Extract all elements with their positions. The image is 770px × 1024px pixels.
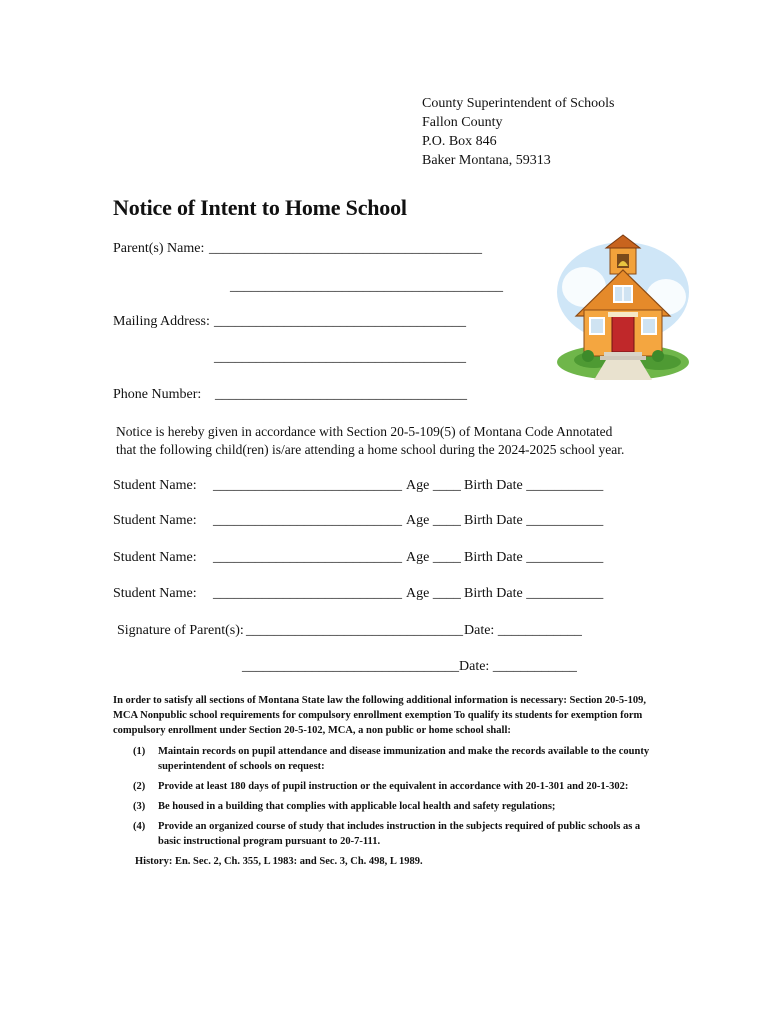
signature-label: Signature of Parent(s):	[117, 623, 244, 638]
signature-field-2[interactable]: _______________________________	[242, 659, 459, 674]
phone-number-label: Phone Number:	[113, 387, 202, 402]
address-line: Fallon County	[422, 115, 503, 130]
student-name-field[interactable]: ___________________________	[213, 478, 402, 493]
list-item: (2) Provide at least 180 days of pupil instruction or the equivalent in accordance with 20-1-301 and 20-1-302:	[133, 781, 629, 792]
student-birth-date-field[interactable]: Birth Date ___________	[464, 550, 604, 565]
student-age-field[interactable]: Age ____	[406, 513, 461, 528]
address-line: P.O. Box 846	[422, 134, 497, 149]
requirements-list	[113, 744, 653, 849]
student-name-label: Student Name:	[113, 586, 197, 601]
schoolhouse-icon	[554, 232, 692, 382]
signature-date-field[interactable]: Date: ____________	[464, 623, 582, 638]
student-name-field[interactable]: ___________________________	[213, 586, 402, 601]
signature-field[interactable]: _______________________________	[246, 623, 463, 638]
list-item: (1) Maintain records on pupil attendance and disease immunization and make the records available to the county superintendent of schools on request:	[133, 746, 650, 772]
requirements-intro: In order to satisfy all sections of Montana State law the following additional information is necessary: Section 20-5-109, MCA Nonpublic school requirements for compulsory enrollment exemption To qualify its students for exemption form compulsory enrollment under Section 20-5-102, MCA, a non public or home school shall:	[113, 695, 646, 736]
page-title: Notice of Intent to Home School	[113, 195, 407, 220]
student-name-field[interactable]: ___________________________	[213, 550, 402, 565]
mailing-address-label: Mailing Address:	[113, 314, 210, 329]
student-birth-date-field[interactable]: Birth Date ___________	[464, 478, 604, 493]
student-name-label: Student Name:	[113, 478, 197, 493]
student-name-label: Student Name:	[113, 513, 197, 528]
student-age-field[interactable]: Age ____	[406, 550, 461, 565]
student-age-field[interactable]: Age ____	[406, 586, 461, 601]
requirements-section	[113, 693, 653, 869]
student-birth-date-field[interactable]: Birth Date ___________	[464, 586, 604, 601]
mailing-address-field-2[interactable]: ____________________________________	[214, 350, 466, 365]
student-birth-date-field[interactable]: Birth Date ___________	[464, 513, 604, 528]
list-item: (4) Provide an organized course of study that includes instruction in the subjects required of public schools as a basic instructional program pursuant to 20-7-111.	[133, 821, 641, 847]
notice-line: Notice is hereby given in accordance with Section 20-5-109(5) of Montana Code Annotated	[116, 424, 613, 439]
address-line: County Superintendent of Schools	[422, 96, 615, 111]
notice-line: that the following child(ren) is/are attending a home school during the 2024-2025 school year.	[116, 442, 625, 457]
student-name-field[interactable]: ___________________________	[213, 513, 402, 528]
recipient-address	[422, 94, 615, 170]
phone-number-field[interactable]: ____________________________________	[215, 387, 467, 402]
list-item: (3) Be housed in a building that complies with applicable local health and safety regulations;	[133, 801, 556, 812]
address-line: Baker Montana, 59313	[422, 153, 551, 168]
student-age-field[interactable]: Age ____	[406, 478, 461, 493]
signature-date-field-2[interactable]: Date: ____________	[459, 659, 577, 674]
mailing-address-field[interactable]: ____________________________________	[214, 314, 466, 329]
student-name-label: Student Name:	[113, 550, 197, 565]
history-note: History: En. Sec. 2, Ch. 355, L 1983: and Sec. 3, Ch. 498, L 1989.	[135, 856, 423, 867]
parents-name-label: Parent(s) Name:	[113, 241, 205, 256]
parents-name-field[interactable]: _______________________________________	[209, 241, 482, 256]
parents-name-field-2[interactable]: _______________________________________	[230, 279, 503, 294]
